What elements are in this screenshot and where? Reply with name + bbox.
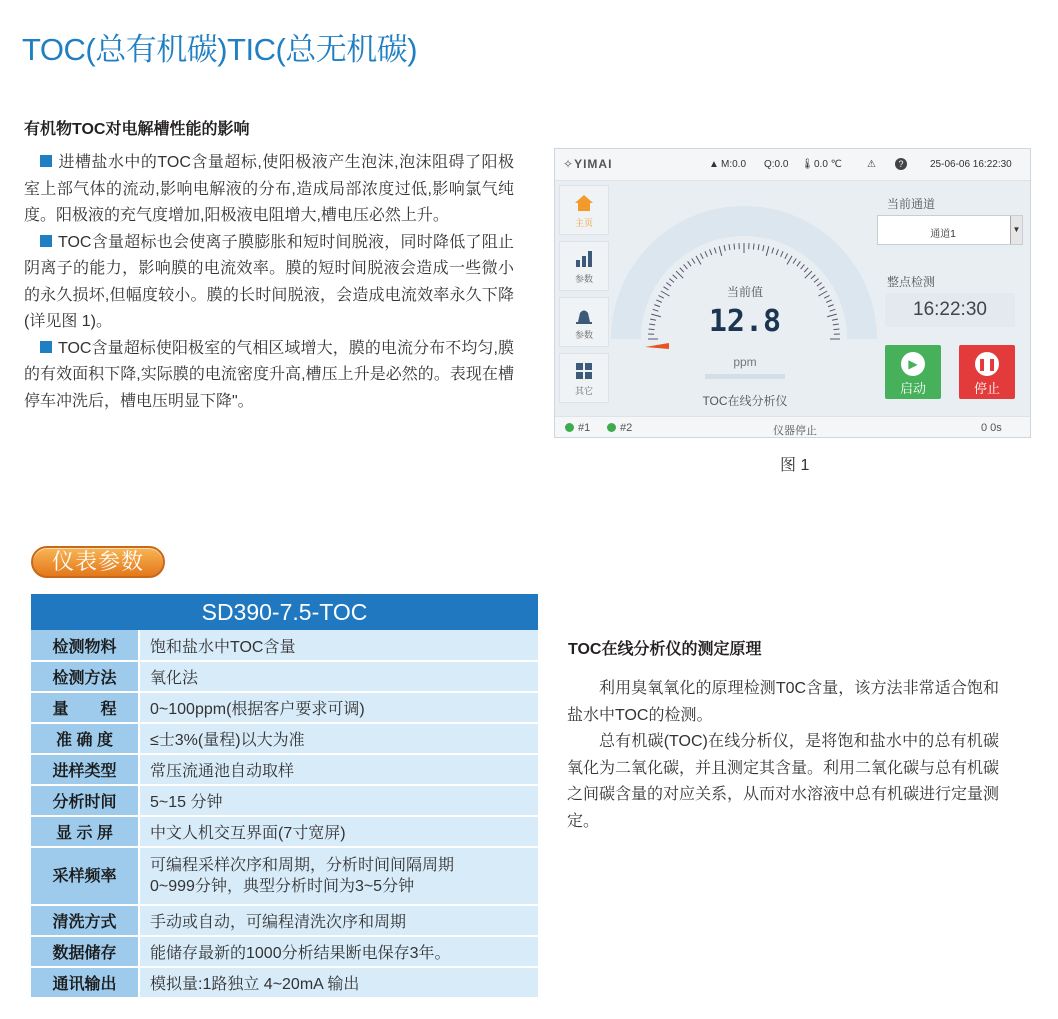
gauge-tick <box>676 271 683 278</box>
gauge-tick <box>649 329 655 330</box>
current-value-label: 当前值 <box>726 285 763 299</box>
gauge-tick <box>669 279 674 283</box>
gauge-tick <box>654 305 660 307</box>
table-row: 通讯输出 模拟量:1路独立 4~20mA 输出 <box>31 967 538 998</box>
gauge-needle <box>645 343 669 349</box>
gauge-tick <box>680 268 684 272</box>
gauge-tick <box>824 295 829 298</box>
paragraph: TOC含量超标使阳极室的气相区域增大，膜的电流分布不均匀,膜的有效面积下降,实际膜的电流密度升高,槽压上升是必然的。表现在槽停车冲洗后，槽电压明显下降"。 <box>24 339 514 410</box>
gauge-tick <box>729 244 730 250</box>
principle-text <box>567 676 999 835</box>
temp-readout: 0.0 ℃ <box>814 159 842 170</box>
instrument-name: TOC在线分析仪 <box>702 394 788 408</box>
home-icon <box>574 194 594 212</box>
channel-select[interactable]: 通道1 ▼ <box>877 215 1023 245</box>
gauge-tick <box>650 319 656 320</box>
sidebar-item-home[interactable]: 主页 <box>559 185 609 235</box>
gauge-tick <box>827 314 837 317</box>
gauge-tick <box>787 256 792 265</box>
channel-label: 当前通道 <box>887 197 936 211</box>
gauge-tick <box>661 291 670 296</box>
gauge-tick <box>696 256 701 265</box>
stop-button[interactable]: ❚❚ 停止 <box>959 345 1015 399</box>
gauge-tick <box>832 319 838 320</box>
sidebar-item-params[interactable]: 参数 <box>559 241 609 291</box>
play-icon: ▶ <box>901 352 925 376</box>
gauge-tick <box>710 249 712 255</box>
pause-icon: ❚❚ <box>975 352 999 376</box>
gauge-tick <box>753 244 754 250</box>
gauge-tick <box>758 244 759 250</box>
paragraph: 总有机碳(TOC)在线分析仪，是将饱和盐水中的总有机碳氧化为二氧化碳，并且测定其含量。利用二氧化碳与总有机碳之间碳含量的对应关系，从而对水溶液中总有机碳进行定量测定。 <box>567 733 1000 830</box>
device-topbar <box>555 149 1030 181</box>
device-statusbar <box>555 416 1030 438</box>
gauge-tick <box>649 324 655 325</box>
device-sidebar <box>559 185 611 411</box>
figure-caption: 图 1 <box>780 457 810 474</box>
sidebar-item-other[interactable]: 其它 <box>559 353 609 403</box>
gauge-tick <box>666 283 671 287</box>
gauge-tick <box>653 309 659 311</box>
gauge-tick <box>772 248 774 254</box>
channel-2-status: #2 <box>607 422 632 434</box>
thermometer-icon: 🌡 <box>801 159 814 170</box>
device-screen <box>554 148 1031 438</box>
flask-icon: ▲ <box>709 159 719 170</box>
gauge-tick <box>817 283 822 287</box>
start-button[interactable]: ▶ 启动 <box>885 345 941 399</box>
paragraph: 进槽盐水中的TOC含量超标,使阳极液产生泡沫,泡沫阻碍了阳极室上部气体的流动,影响电解液的分布,造成局部浓度过低,影响氯气纯度。阳极液的充气度增加,阳极液电阻增大,槽电压必然上升。 <box>24 154 514 224</box>
help-icon[interactable]: ? <box>895 158 907 170</box>
gauge-tick <box>656 300 661 302</box>
unit-bar <box>705 374 785 379</box>
current-value: 12.8 <box>708 304 782 339</box>
gauge-tick <box>834 329 840 330</box>
gauge-tick <box>763 245 764 251</box>
instrument-state: 仪器停止 <box>773 425 817 437</box>
grid-icon <box>574 362 594 380</box>
gauge-tick <box>811 275 815 279</box>
gauge-tick <box>673 275 677 279</box>
table-row: 分析时间 5~15 分钟 <box>31 785 538 816</box>
unit-label: ppm <box>733 355 757 369</box>
section-heading-toc-impact: 有机物TOC对电解槽性能的影响 <box>24 121 250 138</box>
table-row: 检测方法 氧化法 <box>31 661 538 692</box>
gauge-tick <box>818 291 827 296</box>
gauge-tick <box>785 253 788 258</box>
table-row: 量 程 0~100ppm(根据客户要求可调) <box>31 692 538 723</box>
gauge-tick <box>688 261 692 266</box>
spec-model: SD390-7.5-TOC <box>31 594 538 630</box>
table-row: 进样类型 常压流通池自动取样 <box>31 754 538 785</box>
bullet-square-icon <box>40 155 52 167</box>
gauge-tick <box>692 258 695 263</box>
gauge-tick <box>658 295 663 298</box>
alarm-icon <box>574 306 594 324</box>
gauge-tick <box>805 271 812 278</box>
q-readout: Q:0.0 <box>764 159 789 170</box>
gauge-tick <box>705 251 707 256</box>
channel-1-status: #1 <box>565 422 590 434</box>
gauge-tick <box>714 248 716 254</box>
gauge-tick <box>724 245 725 251</box>
gauge-tick <box>776 249 778 255</box>
gauge-tick <box>766 246 769 256</box>
bullet-square-icon <box>40 341 52 353</box>
table-row: 显 示 屏 中文人机交互界面(7寸宽屏) <box>31 816 538 847</box>
gauge-tick <box>830 309 836 311</box>
gauge-tick <box>797 261 801 266</box>
gauge-tick <box>833 324 839 325</box>
gauge-tick <box>719 246 722 256</box>
gauge-tick <box>814 279 819 283</box>
paragraph: TOC含量超标也会使离子膜膨胀和短时间脱液，同时降低了阻止阴离子的能力，影响膜的电流效率。膜的短时间脱液会造成一些微小的永久损坏,但幅度较小。膜的长时间脱液，会造成电流效率永久下降(详见图 1)。 <box>24 233 514 330</box>
table-row: 准 确 度 ≤士3%(量程)以大为准 <box>31 723 538 754</box>
gauge-tick <box>793 258 796 263</box>
hourly-check-time: 16:22:30 <box>885 293 1015 327</box>
gauge-tick <box>684 264 688 269</box>
gauge-tick <box>651 314 661 317</box>
datetime: 25-06-06 16:22:30 <box>930 159 1012 170</box>
table-row: 检测物料 饱和盐水中TOC含量 <box>31 630 538 661</box>
bar-chart-icon <box>574 250 594 268</box>
gauge-tick <box>801 264 805 269</box>
section-heading-principle: TOC在线分析仪的测定原理 <box>568 641 762 658</box>
gauge-tick <box>781 251 783 256</box>
gauge-tick <box>663 287 668 290</box>
gauge-tick <box>804 268 808 272</box>
gauge-tick <box>826 300 831 302</box>
table-row: 清洗方式 手动或自动，可编程清洗次序和周期 <box>31 905 538 936</box>
table-row: 采样频率 可编程采样次序和周期，分析时间间隔周期 0~999分钟，典型分析时间为3~5分钟 <box>31 847 538 905</box>
table-row: 数据储存 能储存最新的1000分析结果断电保存3年。 <box>31 936 538 967</box>
chevron-down-icon: ▼ <box>1010 216 1022 244</box>
sidebar-item-alarm[interactable]: 参数 <box>559 297 609 347</box>
status-dot-icon <box>607 423 616 432</box>
bullet-square-icon <box>40 235 52 247</box>
page-title: TOC(总有机碳)TIC(总无机碳) <box>22 32 418 67</box>
intro-text <box>24 150 514 415</box>
paragraph: 利用臭氧氧化的原理检测T0C含量，该方法非常适合饱和盐水中TOC的检测。 <box>567 680 999 724</box>
spec-table <box>31 594 538 999</box>
status-dot-icon <box>565 423 574 432</box>
gauge-tick <box>828 305 834 307</box>
warning-icon[interactable]: ⚠ <box>867 159 876 170</box>
timer: 0 0s <box>981 422 1002 434</box>
hourly-check-label: 整点检测 <box>887 275 936 289</box>
m-readout: M:0.0 <box>721 159 747 170</box>
gauge-tick <box>734 244 735 250</box>
logo: ✧YIMAI <box>563 157 613 171</box>
spec-badge: 仪表参数 <box>31 546 165 578</box>
gauge-tick <box>819 287 824 290</box>
gauge-tick <box>700 253 703 258</box>
